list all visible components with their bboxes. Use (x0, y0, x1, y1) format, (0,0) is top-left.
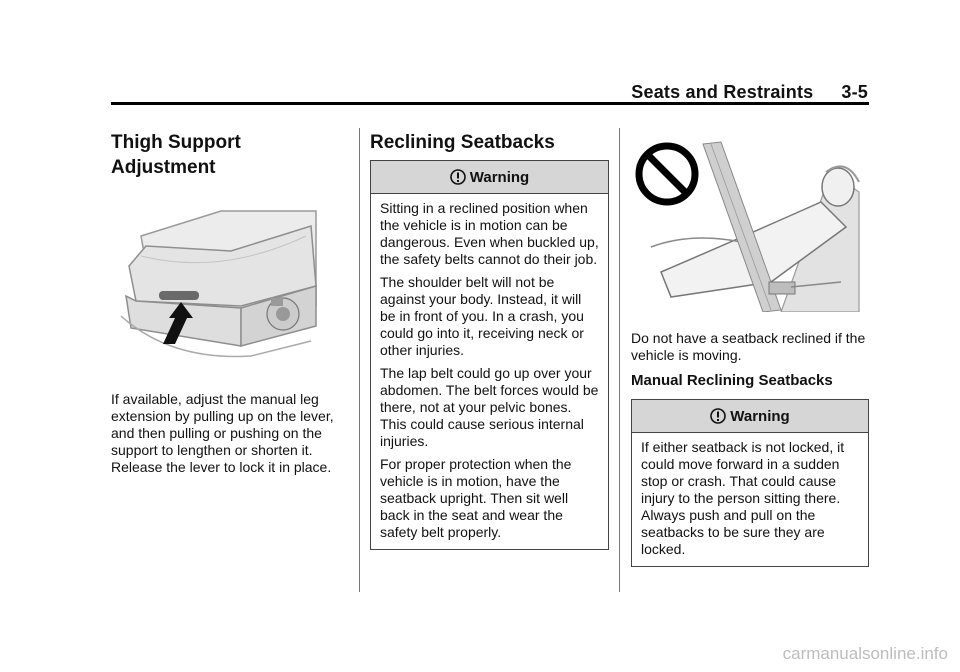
seat-illustration (111, 196, 347, 376)
warning-box-manual (631, 399, 869, 567)
reclined-caption (631, 330, 871, 364)
warning-paragraph: For proper protection when the vehicle is in motion, have the seatback upright. Then sit well back in the seat and wear the safety belt properly. (380, 456, 572, 540)
warning-paragraph: Sitting in a reclined position when the vehicle is in motion can be dangerous. Even when buckled up, the safety belts cannot do their job. (380, 200, 599, 267)
warning-body (632, 433, 868, 566)
column-reclining-seatbacks (370, 130, 610, 155)
manual-reclining-heading-wrap (631, 371, 871, 391)
warning-paragraph: If either seatback is not locked, it could move forward in a sudden stop or crash. That could cause injury to the person sitting there. Always push and pull on the seatbacks to be sure they are locked. (641, 439, 845, 557)
column-thigh-support (111, 130, 347, 180)
watermark: carmanualsonline.info (782, 644, 948, 663)
warning-paragraph: The shoulder belt will not be against your body. Instead, it will be in front of you. In a crash, you could go into it, receiving neck or other injuries. (380, 274, 584, 358)
reclined-occupant-illustration (631, 132, 861, 312)
page-header (631, 82, 868, 103)
warning-box-reclining (370, 160, 609, 550)
header-rule (111, 102, 869, 105)
warning-label: Warning (469, 168, 530, 186)
heading-reclining-seatbacks: Reclining Seatbacks (370, 132, 555, 153)
column-divider-1 (359, 128, 360, 592)
section-title: Seats and Restraints (631, 82, 814, 102)
warning-icon (450, 169, 466, 185)
heading-thigh-support: Thigh Support Adjustment (111, 132, 241, 178)
thigh-support-text (111, 391, 351, 476)
reclined-caption-text: Do not have a seatback reclined if the vehicle is moving. (631, 330, 866, 363)
warning-header (632, 400, 868, 433)
heading-manual-reclining: Manual Reclining Seatbacks (631, 372, 833, 389)
warning-body (371, 194, 608, 549)
column-divider-2 (619, 128, 620, 592)
thigh-support-body: If available, adjust the manual leg extension by pulling up on the lever, and then pulling or pushing on the support to lengthen or shorten it. Release the lever to lock it in place. (111, 391, 334, 475)
warning-label: Warning (730, 407, 790, 425)
warning-icon (710, 408, 726, 424)
warning-header (371, 161, 608, 194)
page-number: 3-5 (841, 82, 868, 102)
warning-paragraph: The lap belt could go up over your abdomen. The belt forces would be there, not at your pelvic bones. This could cause serious internal injuries. (380, 365, 599, 449)
